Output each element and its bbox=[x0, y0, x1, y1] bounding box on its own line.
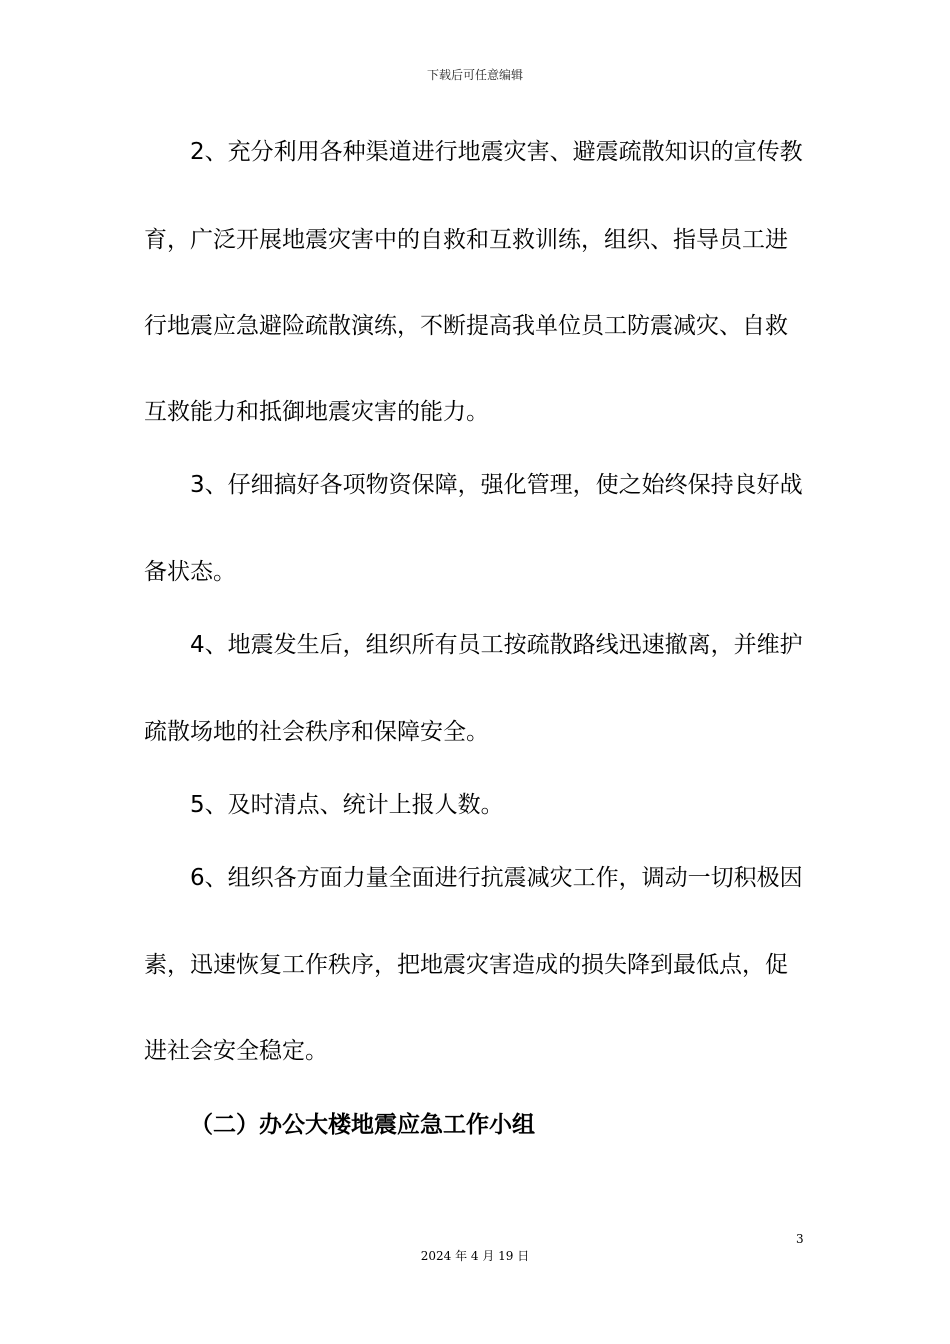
paragraph-line: 疏散场地的社会秩序和保障安全。 bbox=[144, 719, 489, 745]
paragraph-line: 3、仔细搞好各项物资保障，强化管理，使之始终保持良好战 bbox=[190, 472, 803, 498]
page-header: 下载后可任意编辑 bbox=[426, 68, 523, 82]
paragraph-line: 进社会安全稳定。 bbox=[144, 1038, 328, 1064]
paragraph-line: 5、及时清点、统计上报人数。 bbox=[190, 792, 504, 818]
footer-date: 2024 年 4 月 19 日 bbox=[420, 1249, 530, 1263]
paragraph-line: 6、组织各方面力量全面进行抗震减灾工作，调动一切积极因 bbox=[190, 865, 803, 891]
paragraph-line: 2、充分利用各种渠道进行地震灾害、避震疏散知识的宣传教 bbox=[190, 139, 803, 165]
section-heading: （二）办公大楼地震应急工作小组 bbox=[190, 1112, 535, 1138]
paragraph-line: 备状态。 bbox=[144, 559, 236, 585]
paragraph-line: 4、地震发生后，组织所有员工按疏散路线迅速撤离，并维护 bbox=[190, 632, 803, 658]
page-number: 3 bbox=[796, 1232, 804, 1246]
paragraph-line: 育，广泛开展地震灾害中的自救和互救训练，组织、指导员工进 bbox=[144, 227, 788, 253]
paragraph-line: 互救能力和抵御地震灾害的能力。 bbox=[144, 399, 489, 425]
paragraph-line: 素，迅速恢复工作秩序，把地震灾害造成的损失降到最低点，促 bbox=[144, 952, 788, 978]
paragraph-line: 行地震应急避险疏散演练，不断提高我单位员工防震减灾、自救 bbox=[144, 313, 788, 339]
